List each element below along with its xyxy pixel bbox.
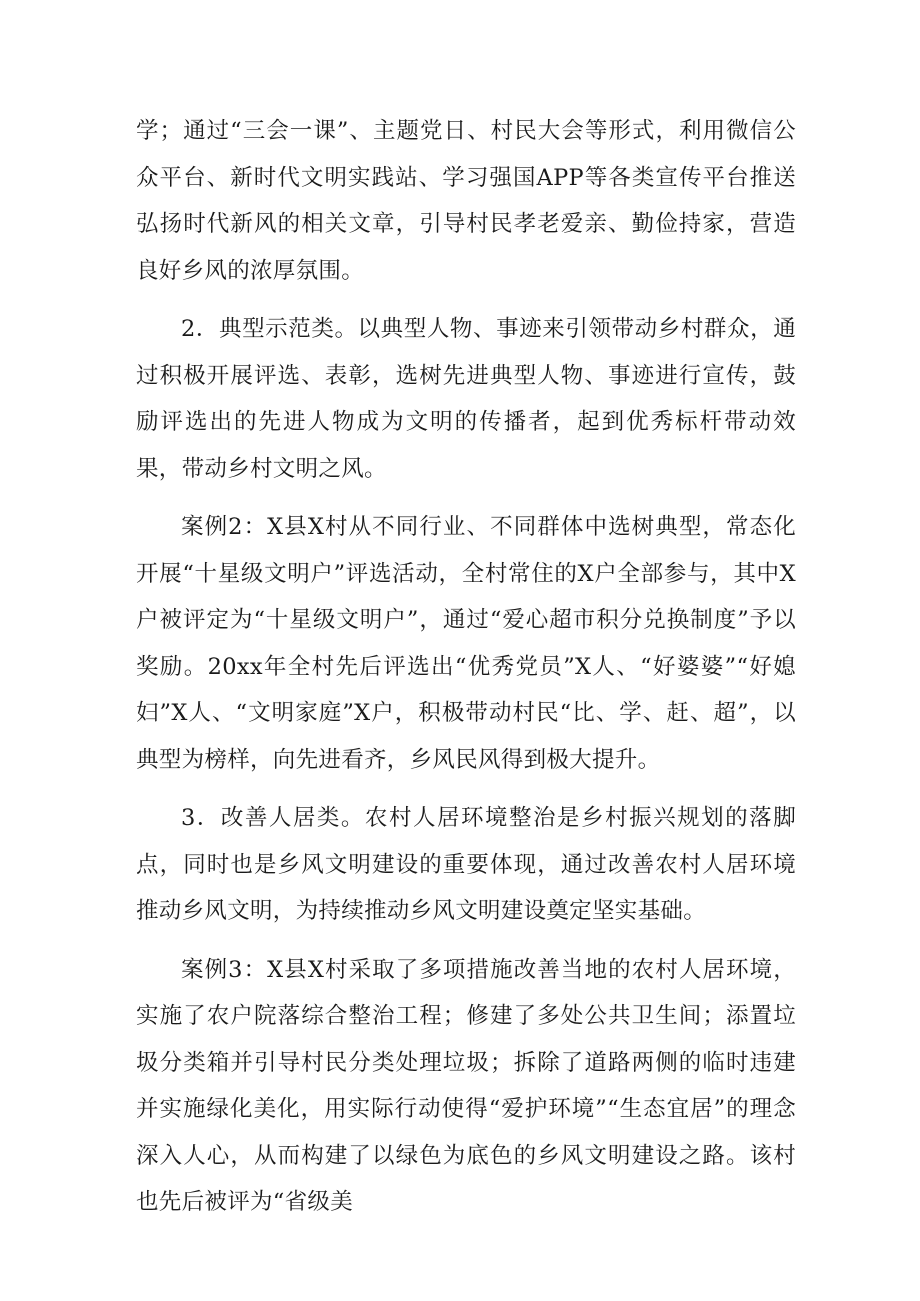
paragraph-5: 案例3：X县X村采取了多项措施改善当地的农村人居环境，实施了农户院落综合整治工程；修建了多处公共卫生间；添置垃圾分类箱并引导村民分类处理垃圾；拆除了道路两侧的临时违建并实施绿化美化，用实际行动使得“爱护环境”“生态宜居”的理念深入人心，从而构建了以绿色为底色的乡风文明建设之路。该村也先后被评为“省级美 (136, 956, 796, 1215)
paragraph-1: 学；通过“三会一课”、主题党日、村民大会等形式，利用微信公众平台、新时代文明实践站、学习强国APP等各类宣传平台推送弘扬时代新风的相关文章，引导村民孝老爱亲、勤俭持家，营造良好乡风的浓厚氛围。 (136, 118, 796, 284)
paragraph-4: 3．改善人居类。农村人居环境整治是乡村振兴规划的落脚点，同时也是乡风文明建设的重要体现，通过改善农村人居环境推动乡风文明，为持续推动乡风文明建设奠定坚实基础。 (136, 805, 796, 924)
paragraph-3: 案例2：X县X村从不同行业、不同群体中选树典型，常态化开展“十星级文明户”评选活动，全村常住的X户全部参与，其中X户被评定为“十星级文明户”，通过“爱心超市积分兑换制度”予以奖励。20xx年全村先后评选出“优秀党员”X人、“好婆婆”“好媳妇”X人、“文明家庭”X户，积极带动村民“比、学、赶、超”，以典型为榜样，向先进看齐，乡风民风得到极大提升。 (136, 514, 796, 773)
document-page (136, 108, 796, 1226)
paragraph-2: 2．典型示范类。以典型人物、事迹来引领带动乡村群众，通过积极开展评选、表彰，选树先进典型人物、事迹进行宣传，鼓励评选出的先进人物成为文明的传播者，起到优秀标杆带动效果，带动乡村文明之风。 (136, 316, 796, 482)
